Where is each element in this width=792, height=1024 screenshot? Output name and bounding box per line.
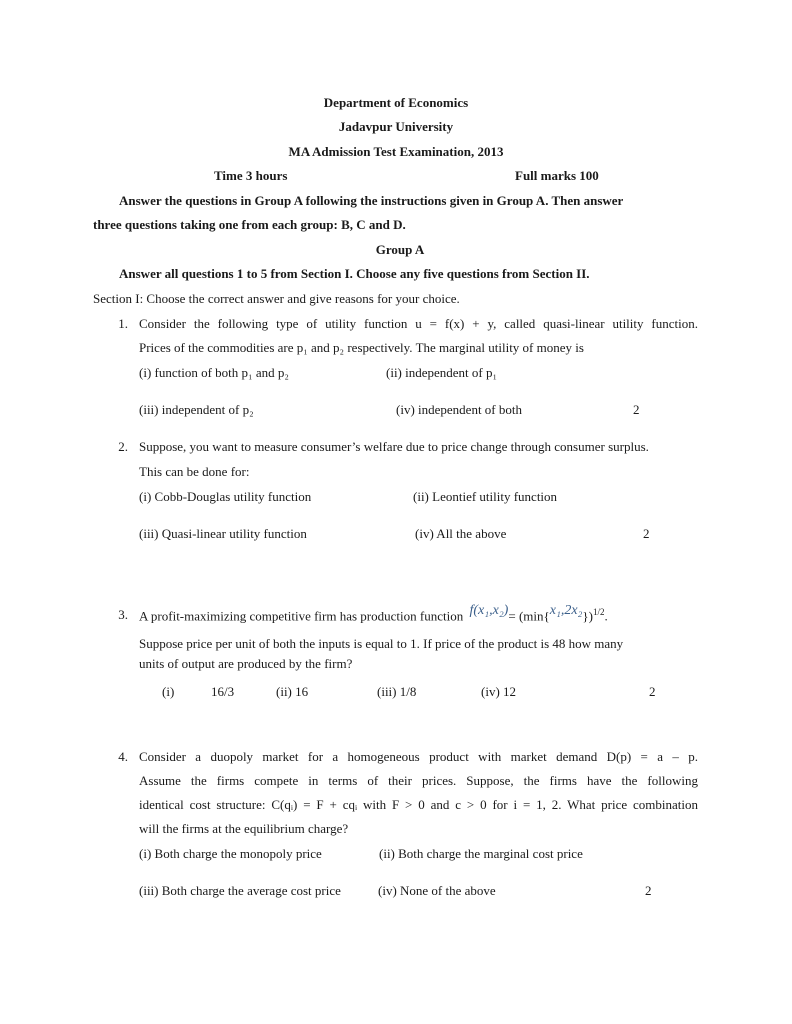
production-function-dot: .	[604, 608, 608, 624]
question-4-line-4: will the firms at the equilibrium charge?	[139, 821, 349, 836]
question-3-line-3: units of output are produced by the firm?	[139, 656, 353, 671]
question-4-line-3: identical cost structure: C(qᵢ) = F + cqᵢ with F > 0 and c > 0 for i = 1, 2. What price combination	[139, 797, 698, 812]
question-3-option-iii: (iii) 1/8	[377, 684, 417, 699]
question-1-option-iv: (iv) independent of both	[396, 402, 522, 417]
question-3-option-iv: (iv) 12	[481, 684, 517, 699]
question-4-option-iv: (iv) None of the above	[378, 883, 496, 898]
question-4-marks: 2	[645, 883, 652, 898]
question-1-option-iii: (iii) independent of p₂	[139, 402, 254, 417]
question-1-line-2: Prices of the commodities are p₁ and p₂ respectively. The marginal utility of money is	[139, 340, 584, 355]
department-name: Department of Economics	[323, 95, 469, 110]
production-function-args: x₁,2x₂	[549, 603, 583, 619]
question-3-line-1	[139, 603, 608, 625]
question-2-number: 2.	[118, 439, 128, 454]
question-2-option-iv: (iv) All the above	[415, 526, 507, 541]
production-function-min: = (min{	[508, 608, 550, 624]
question-2-marks: 2	[643, 526, 650, 541]
question-3-marks: 2	[649, 684, 656, 699]
question-2-line-1: Suppose, you want to measure consumer’s welfare due to price change through consumer surplus.	[139, 439, 649, 454]
full-marks: Full marks 100	[515, 168, 599, 183]
section-instruction: Section I: Choose the correct answer and give reasons for your choice.	[93, 291, 460, 306]
question-3-number: 3.	[118, 607, 128, 622]
question-4-line-1: Consider a duopoly market for a homogeneous product with market demand D(p) = a – p.	[139, 749, 698, 764]
question-3-text: A profit-maximizing competitive firm has production function	[139, 608, 464, 624]
group-instruction: Answer all questions 1 to 5 from Section I. Choose any five questions from Section II.	[119, 266, 590, 281]
instruction-line-1: Answer the questions in Group A following the instructions given in Group A. Then answer	[119, 193, 624, 208]
instruction-line-2: three questions taking one from each group: B, C and D.	[93, 217, 406, 232]
exam-title: MA Admission Test Examination, 2013	[288, 144, 504, 159]
question-2-option-ii: (ii) Leontief utility function	[413, 489, 558, 504]
question-3-option-i-value: 16/3	[211, 684, 235, 699]
question-4-line-2: Assume the firms compete in terms of their prices. Suppose, the firms have the following	[139, 773, 698, 788]
group-title: Group A	[375, 242, 425, 257]
exam-time: Time 3 hours	[214, 168, 288, 183]
question-1-marks: 2	[633, 402, 640, 417]
question-3-option-ii: (ii) 16	[276, 684, 309, 699]
question-1-option-ii: (ii) independent of p₁	[386, 365, 498, 380]
question-3-option-i-label: (i)	[162, 684, 175, 699]
question-3-line-2: Suppose price per unit of both the inputs is equal to 1. If price of the product is 48 how many	[139, 636, 624, 651]
production-function-exponent: 1/2	[592, 607, 605, 617]
question-4-number: 4.	[118, 749, 128, 764]
question-2-option-iii: (iii) Quasi-linear utility function	[139, 526, 307, 541]
question-1-option-i: (i) function of both p₁ and p₂	[139, 365, 289, 380]
question-4-option-i: (i) Both charge the monopoly price	[139, 846, 322, 861]
question-4-option-ii: (ii) Both charge the marginal cost price	[379, 846, 583, 861]
question-2-line-2: This can be done for:	[139, 464, 250, 479]
production-function-lhs: f(x₁,x₂)	[469, 603, 509, 619]
question-1-line-1: Consider the following type of utility function u = f(x) + y, called quasi-linear utility function.	[139, 316, 698, 331]
question-1-number: 1.	[118, 316, 128, 331]
production-function-close: })	[582, 608, 593, 624]
question-4-option-iii: (iii) Both charge the average cost price	[139, 883, 341, 898]
question-2-option-i: (i) Cobb-Douglas utility function	[139, 489, 312, 504]
university-name: Jadavpur University	[338, 119, 454, 134]
